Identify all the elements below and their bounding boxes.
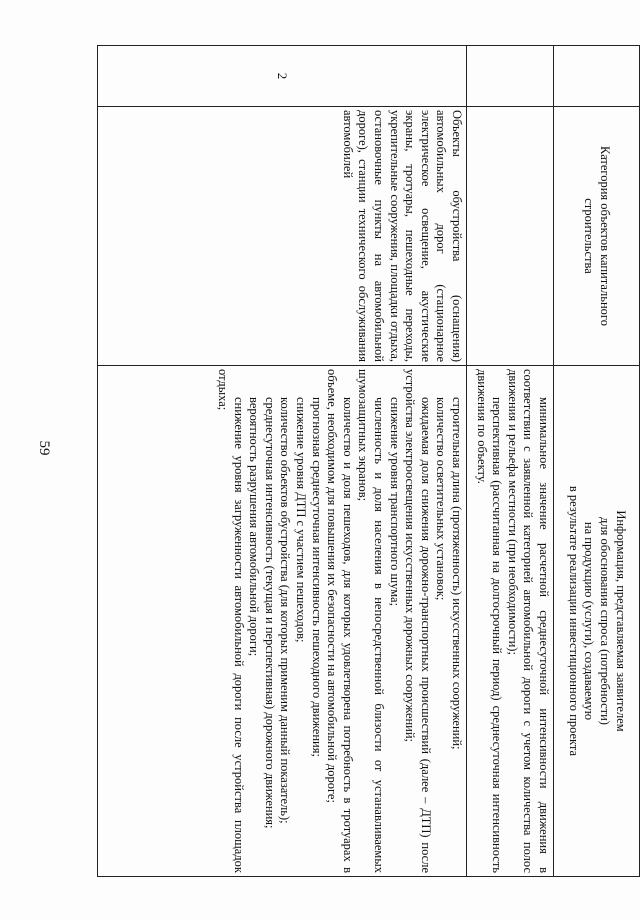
category-cell: [100, 110, 464, 362]
category-text: Объекты обустройства (оснащения) автомобильных дорог (стационарное электрическое освещение, акустические экраны, тротуары, пешеходные переходы, укрепительные сооружения, площадки отдыха, остановочные пункты на автомобильной дороге), станции технического обслуживания автомобилей: [340, 110, 464, 362]
header-info-line-1: Информация, представляемая заявителем: [613, 510, 628, 732]
header-info-line-2: для обоснования спроса (потребности): [598, 517, 613, 725]
info-item: ожидаемая доля снижения дорожно-транспортных происшествий (далее – ДТП) после устройства электроосвещения искусственных дорожных сооружений;: [403, 369, 433, 873]
continuation-paragraph: минимальное значение расчетной среднесуточной интенсивности движения в соответствии с заявленной категорией автомобильной дороги с учетом количества полос движения и рельефа местности (при необходимости);: [505, 369, 551, 873]
info-item: количество и доля пешеходов, для которых удовлетворена потребность в тротуарах в объеме, необходимом для повышения их безопасности на автомобильной дороге;: [325, 369, 355, 873]
info-item: количество осветительных установок;: [434, 397, 449, 601]
continuation-row-divider: [466, 45, 467, 877]
table-right-border: [97, 876, 640, 877]
info-item: строительная длина (протяженность) искусственных сооружений;: [450, 397, 464, 750]
info-item: среднесуточная интенсивность (текущая и перспективная) дорожного движения;: [262, 397, 277, 829]
info-item: прогнозная среднесуточная интенсивность пешеходного движения;: [309, 397, 324, 757]
row-number-cell: [98, 46, 466, 106]
header-info-line-3: на продукцию (услуги), создаваемую: [582, 521, 597, 721]
info-cell: [100, 369, 464, 873]
info-item: количество объектов обустройства (для которых применим данный показатель);: [278, 397, 293, 824]
header-info-line-4: в результате реализации инвестиционного проекта: [566, 485, 581, 757]
table-bottom-border: [97, 45, 98, 877]
info-item: снижение уровня ДТП с участием пешеходов;: [294, 397, 309, 643]
info-item: снижение уровня транспортного шума;: [387, 397, 402, 607]
row-number: 2: [274, 72, 290, 80]
requirements-table: [97, 45, 640, 877]
header-info-cell: [554, 366, 639, 876]
header-category-cell: [554, 107, 639, 365]
continuation-paragraph: перспективная (рассчитанная на долгосрочный период) среднесуточная интенсивность движения по объекту.: [474, 369, 505, 873]
info-item: снижение уровня загруженности автомобильной дороги после устройства площадок отдыха;: [216, 369, 246, 873]
info-item: вероятность разрушения автомобильной дороги;: [247, 397, 262, 657]
continuation-info-cell: [469, 369, 551, 873]
info-item: численность и доля населения в непосредственной близости от устанавливаемых шумозащитных экранов;: [356, 369, 387, 873]
page-number: 59: [36, 440, 52, 456]
header-category-label: Категория объектов капитального строительства: [582, 146, 613, 326]
